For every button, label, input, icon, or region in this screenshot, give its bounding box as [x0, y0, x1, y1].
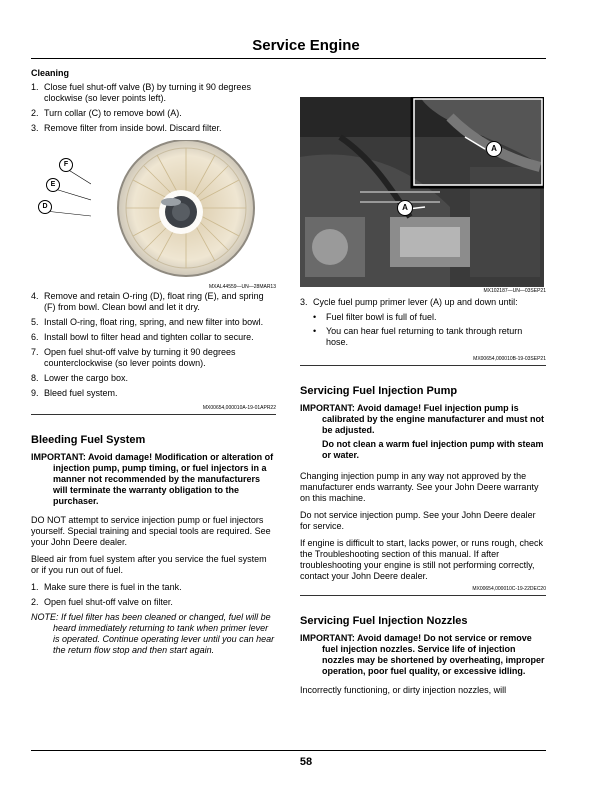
fuel-filter-bowl-figure — [31, 140, 276, 284]
important-text: Avoid damage! Modification or alteration of injection pump, pump timing, or fuel injectors in a manner not recommended by the manufacturers will terminate the warranty obligation to the purchaser. — [53, 452, 274, 506]
callout-label: A — [491, 144, 497, 153]
callout-a-lower — [397, 200, 413, 216]
step-text: Remove and retain O-ring (D), float ring (E), and spring (F) from bowl. Clean bowl and let it dry. — [44, 291, 264, 312]
step-number: 3. — [31, 123, 39, 133]
callout-label: D — [42, 203, 48, 210]
paragraph: Incorrectly functioning, or dirty injection nozzles, will — [300, 685, 507, 695]
figure-caption: MXAL44559—UN—28MAR13 — [209, 284, 276, 290]
engine-photo-figure — [300, 97, 544, 287]
callout-f — [59, 158, 73, 172]
paragraph: Do not service injection pump. See your John Deere dealer for service. — [300, 510, 536, 531]
callout-label: F — [63, 161, 69, 168]
step-text: Lower the cargo box. — [44, 373, 129, 383]
cleaning-heading: Cleaning — [31, 68, 70, 78]
bullet-list — [300, 312, 546, 348]
step-number: 8. — [31, 373, 39, 383]
callout-label: E — [50, 181, 56, 188]
callout-a-upper — [486, 141, 502, 157]
left-column — [31, 68, 276, 656]
engine-photo — [300, 97, 544, 287]
header-rule — [31, 58, 546, 59]
list-item — [31, 582, 276, 593]
important-label: IMPORTANT: — [300, 403, 355, 413]
important-label: IMPORTANT: — [300, 633, 355, 643]
list-item — [300, 326, 546, 348]
step-number: 1. — [31, 82, 39, 92]
step-number: 9. — [31, 388, 39, 398]
step-number: 5. — [31, 317, 39, 327]
list-item — [31, 388, 276, 399]
step-text: Remove filter from inside bowl. Discard filter. — [44, 123, 222, 133]
bullet-text: You can hear fuel returning to tank through return hose. — [326, 326, 523, 347]
reference-code: MX00654,000010C-19-22DEC20 — [472, 586, 546, 592]
step-text: Make sure there is fuel in the tank. — [44, 582, 182, 592]
list-item — [300, 312, 546, 323]
callout-label: A — [402, 203, 408, 212]
bleeding-steps — [31, 582, 276, 608]
note-text: If fuel filter has been cleaned or changed, fuel will be heard immediately returning to tank when primer lever is operated. Continue operating lever until you can hear the return flow stop and then start again. — [53, 612, 275, 655]
right-column-body — [300, 297, 546, 696]
important-notice — [300, 633, 546, 677]
list-item — [31, 347, 276, 369]
paragraph: DO NOT attempt to service injection pump or fuel injectors yourself. Special training and special tools are required. See your John Deere dealer. — [31, 515, 271, 547]
important-text: Avoid damage! Fuel injection pump is calibrated by the engine manufacturer and must not be adjusted. — [322, 403, 545, 435]
important-notice — [31, 452, 276, 507]
figure-caption: MX102187—UN—03SEP21 — [483, 288, 546, 294]
important-notice — [300, 403, 546, 436]
important-text: Avoid damage! Do not service or remove fuel injection nozzles. Service life of injection nozzles may be shortened by overheating, improper operation, poor fuel quality, or excessive idling. — [322, 633, 545, 676]
list-item — [31, 317, 276, 328]
page-title: Service Engine — [252, 37, 360, 54]
step-text: Bleed fuel system. — [44, 388, 118, 398]
injection-pump-heading: Servicing Fuel Injection Pump — [300, 385, 458, 397]
step-text: Install O-ring, float ring, spring, and new filter into bowl. — [44, 317, 264, 327]
list-item — [31, 597, 276, 608]
callout-e — [46, 178, 60, 192]
step-number: 4. — [31, 291, 39, 301]
bullet-text: Fuel filter bowl is full of fuel. — [326, 312, 437, 322]
note — [31, 612, 276, 656]
step-text: Cycle fuel pump primer lever (A) up and down until: — [313, 297, 518, 307]
paragraph: Changing injection pump in any way not approved by the manufacturer ends warranty. See your John Deere warranty on this machine. — [300, 471, 539, 503]
step-number: 2. — [31, 597, 39, 607]
important-notice-continued: Do not clean a warm fuel injection pump with steam or water. — [322, 439, 544, 460]
injection-nozzles-heading: Servicing Fuel Injection Nozzles — [300, 615, 468, 627]
callout-d — [38, 200, 52, 214]
step-number: 3. — [300, 297, 308, 307]
paragraph: If engine is difficult to start, lacks power, or runs rough, check the Troubleshooting section of this manual. If after troubleshooting your engine is still not performing correctly, contact your John Deere dealer. — [300, 538, 543, 581]
list-item — [31, 82, 276, 104]
step-number: 1. — [31, 582, 39, 592]
reference-code: MX00654,000010A-19-01APR22 — [202, 405, 276, 411]
cleaning-steps-b — [31, 291, 276, 399]
bleeding-heading: Bleeding Fuel System — [31, 434, 146, 446]
list-item — [31, 332, 276, 343]
cleaning-steps-a — [31, 82, 276, 134]
list-item — [300, 297, 546, 308]
reference-code: MX00654,000010B-19-03SEP21 — [473, 356, 546, 362]
list-item — [31, 123, 276, 134]
note-label: NOTE: — [31, 612, 59, 622]
step-number: 6. — [31, 332, 39, 342]
step-text: Install bowl to filter head and tighten collar to secure. — [44, 332, 254, 342]
bullet-icon: • — [313, 326, 317, 336]
page-number: 58 — [299, 756, 313, 768]
footer-rule — [31, 750, 546, 751]
step-text: Turn collar (C) to remove bowl (A). — [44, 108, 182, 118]
important-label: IMPORTANT: — [31, 452, 86, 462]
step-text: Open fuel shut-off valve by turning it 90 degrees counterclockwise (so lever points down). — [44, 347, 236, 368]
step-text: Open fuel shut-off valve on filter. — [44, 597, 173, 607]
list-item — [31, 291, 276, 313]
list-item — [31, 108, 276, 119]
step-text: Close fuel shut-off valve (B) by turning it 90 degrees clockwise (so lever points left). — [44, 82, 251, 103]
step-number: 2. — [31, 108, 39, 118]
paragraph: Bleed air from fuel system after you service the fuel system or if you run out of fuel. — [31, 554, 267, 575]
bullet-icon: • — [313, 312, 317, 322]
list-item — [31, 373, 276, 384]
step-number: 7. — [31, 347, 39, 357]
